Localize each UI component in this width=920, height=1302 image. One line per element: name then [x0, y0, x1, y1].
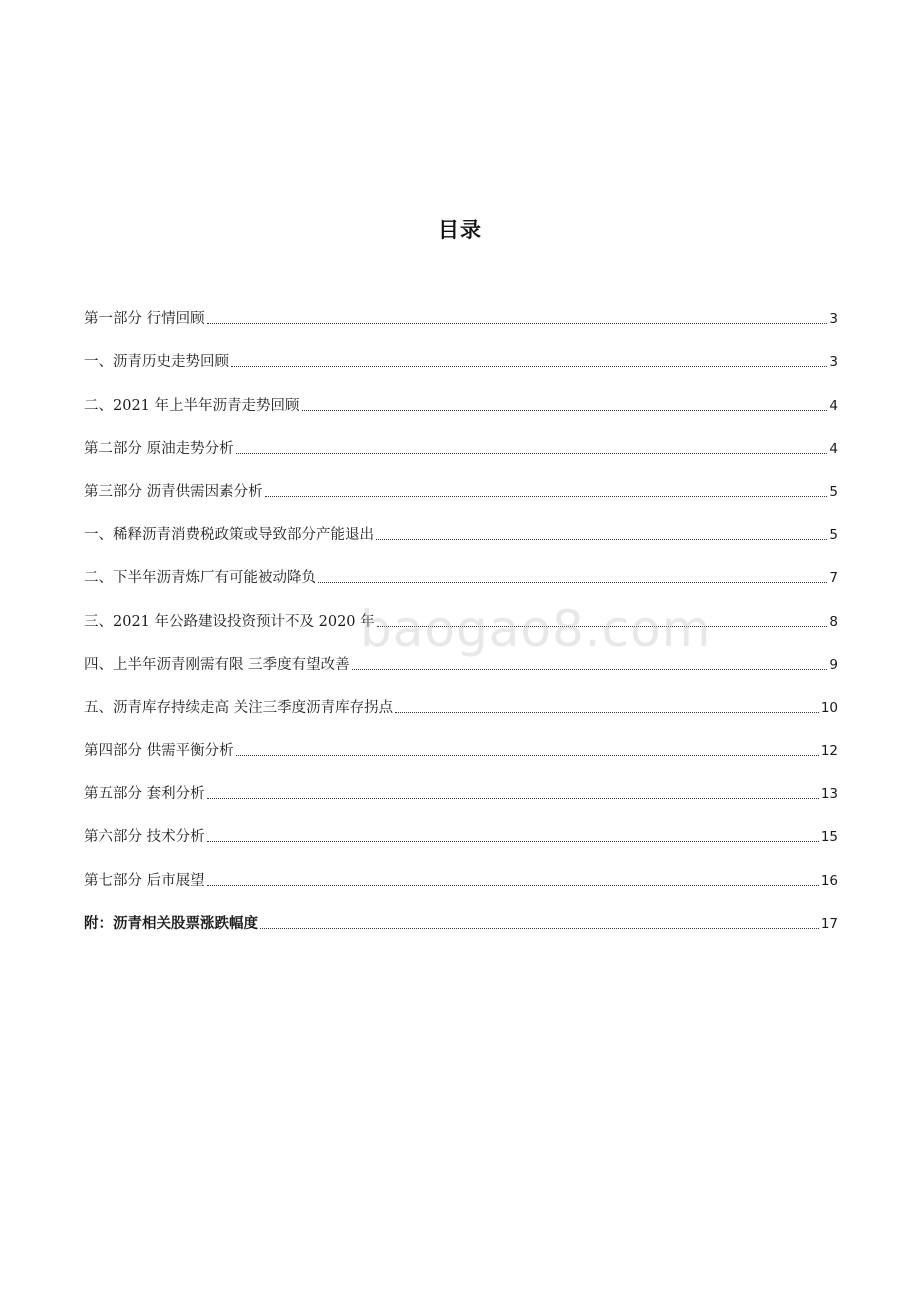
toc-entry[interactable] [84, 472, 838, 515]
toc-dot-leader [207, 885, 819, 886]
toc-entry[interactable] [84, 645, 838, 688]
toc-entry-text: 一、稀释沥青消费税政策或导致部分产能退出 [84, 527, 374, 544]
toc-page-number: 17 [820, 915, 838, 932]
toc-entry[interactable] [84, 731, 838, 774]
toc-entry-text: 第二部分 原油走势分析 [84, 440, 234, 457]
toc-page-number: 4 [829, 397, 838, 414]
toc-entry[interactable] [84, 688, 838, 731]
toc-entry-text: 五、沥青库存持续走高 关注三季度沥青库存拐点 [84, 699, 394, 716]
toc-entry[interactable] [84, 774, 838, 817]
toc-page-number: 13 [820, 786, 838, 803]
toc-page-number: 7 [829, 570, 838, 587]
toc-entry-text: 二、2021 年上半年沥青走势回顾 [84, 397, 300, 414]
toc-dot-leader [207, 798, 819, 799]
toc-dot-leader [318, 582, 827, 583]
toc-entry-text: 四、上半年沥青刚需有限 三季度有望改善 [84, 656, 350, 673]
toc-dot-leader [207, 323, 828, 324]
toc-dot-leader [376, 539, 827, 540]
toc-entry-text: 第四部分 供需平衡分析 [84, 743, 234, 760]
toc-page-number: 3 [829, 354, 838, 371]
toc-dot-leader [236, 453, 828, 454]
toc-page-number: 3 [829, 311, 838, 328]
toc-entry-text: 三、2021 年公路建设投资预计不及 2020 年 [84, 613, 375, 630]
toc-entry-text: 附：沥青相关股票涨跌幅度 [84, 915, 258, 932]
toc-entry-text: 第五部分 套利分析 [84, 786, 205, 803]
toc-entry-text: 一、沥青历史走势回顾 [84, 354, 229, 371]
toc-page-number: 5 [829, 527, 838, 544]
toc-entry[interactable] [84, 429, 838, 472]
toc-page-number: 4 [829, 440, 838, 457]
toc-entry-text: 第七部分 后市展望 [84, 872, 205, 889]
toc-dot-leader [207, 841, 819, 842]
toc-entry[interactable] [84, 860, 838, 903]
toc-entry[interactable] [84, 558, 838, 601]
toc-entry[interactable] [84, 385, 838, 428]
toc-entry[interactable] [84, 817, 838, 860]
table-of-contents [84, 299, 838, 947]
toc-page-number: 9 [829, 656, 838, 673]
toc-page-number: 5 [829, 483, 838, 500]
toc-entry[interactable] [84, 601, 838, 644]
toc-dot-leader [236, 755, 819, 756]
toc-dot-leader [377, 626, 828, 627]
toc-entry-text: 第六部分 技术分析 [84, 829, 205, 846]
watermark: baogao8.com [360, 600, 712, 658]
toc-dot-leader [265, 496, 828, 497]
toc-page-number: 8 [829, 613, 838, 630]
toc-title: 目录 [438, 218, 482, 242]
toc-dot-leader [302, 410, 828, 411]
toc-entry[interactable] [84, 299, 838, 342]
toc-entry[interactable] [84, 515, 838, 558]
toc-entry[interactable] [84, 342, 838, 385]
toc-page-number: 12 [820, 743, 838, 760]
toc-dot-leader [352, 669, 828, 670]
toc-page-number: 15 [820, 829, 838, 846]
toc-page-number: 10 [820, 699, 838, 716]
toc-entry-text: 二、下半年沥青炼厂有可能被动降负 [84, 570, 316, 587]
toc-entry[interactable] [84, 904, 838, 947]
toc-page-number: 16 [820, 872, 838, 889]
toc-dot-leader [260, 928, 819, 929]
toc-entry-text: 第三部分 沥青供需因素分析 [84, 483, 263, 500]
toc-entry-text: 第一部分 行情回顾 [84, 311, 205, 328]
toc-dot-leader [231, 366, 827, 367]
toc-dot-leader [395, 712, 819, 713]
